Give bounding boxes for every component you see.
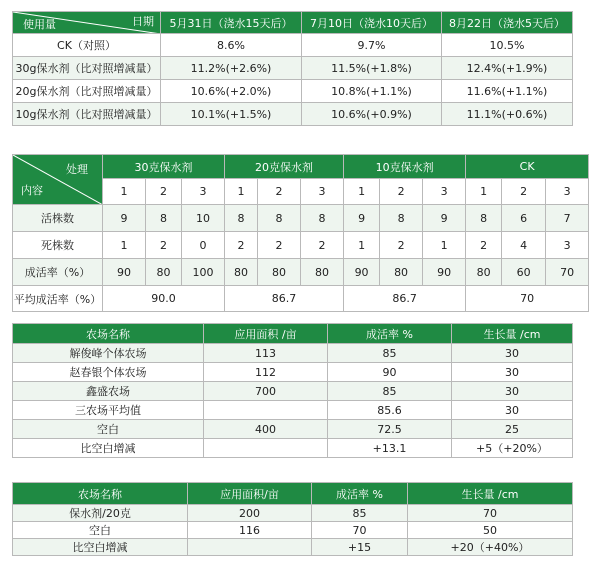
table-row — [13, 80, 573, 103]
cell: 112 — [204, 363, 328, 382]
table4-header: 生长量 /cm — [408, 483, 573, 505]
survival-rate-table — [12, 154, 589, 312]
cell: 9 — [423, 205, 466, 232]
group-header: 30克保水剂 — [103, 155, 225, 179]
sub-header: 1 — [103, 179, 146, 205]
cell: 70 — [546, 259, 589, 286]
cell: 90 — [423, 259, 466, 286]
cell: 116 — [188, 522, 312, 539]
cell: 30 — [452, 401, 573, 420]
cell: 85.6 — [328, 401, 452, 420]
table-row — [13, 205, 589, 232]
table-row — [13, 286, 589, 312]
cell: 11.2%(+2.6%) — [161, 57, 302, 80]
cell: 60 — [502, 259, 546, 286]
cell: 400 — [204, 420, 328, 439]
cell: 1 — [103, 232, 146, 259]
sub-header: 3 — [301, 179, 344, 205]
cell: 100 — [182, 259, 225, 286]
cell: 30 — [452, 382, 573, 401]
cell: 30 — [452, 363, 573, 382]
cell: 10.1%(+1.5%) — [161, 103, 302, 126]
sub-header: 1 — [225, 179, 258, 205]
cell: 1 — [423, 232, 466, 259]
cell — [204, 401, 328, 420]
sub-header: 3 — [546, 179, 589, 205]
cell: 90 — [328, 363, 452, 382]
cell: 0 — [182, 232, 225, 259]
cell — [204, 439, 328, 458]
cell: 2 — [225, 232, 258, 259]
row-label: 10g保水剂（比对照增减量） — [13, 103, 161, 126]
cell: 8 — [225, 205, 258, 232]
cell: 9.7% — [302, 34, 442, 57]
cell: 比空白增减 — [13, 439, 204, 458]
sub-header: 2 — [380, 179, 423, 205]
cell: 10.8%(+1.1%) — [302, 80, 442, 103]
row-label: 成活率（%） — [13, 259, 103, 286]
cell: 8 — [258, 205, 301, 232]
table1-corner-top: 日期 — [132, 15, 154, 28]
cell: 7 — [546, 205, 589, 232]
sub-header: 2 — [146, 179, 182, 205]
cell: 85 — [312, 505, 408, 522]
sub-header: 3 — [423, 179, 466, 205]
table1-header: 7月10日（浇水10天后） — [302, 12, 442, 34]
sub-header: 3 — [182, 179, 225, 205]
avg-cell: 86.7 — [344, 286, 466, 312]
cell: 80 — [380, 259, 423, 286]
cell: 10.6%(+0.9%) — [302, 103, 442, 126]
table2-corner-top: 处理 — [66, 163, 88, 176]
table-row — [13, 259, 589, 286]
cell: 10.5% — [442, 34, 573, 57]
cell: 1 — [344, 232, 380, 259]
table1-corner-bottom: 使用量 — [23, 18, 56, 31]
cell: 比空白增减 — [13, 539, 188, 556]
table2-corner-bottom: 内容 — [21, 184, 43, 197]
farm-comparison-table — [12, 323, 573, 458]
cell: +20（+40%） — [408, 539, 573, 556]
cell: 11.5%(+1.8%) — [302, 57, 442, 80]
avg-cell: 70 — [466, 286, 589, 312]
cell: +13.1 — [328, 439, 452, 458]
cell: 12.4%(+1.9%) — [442, 57, 573, 80]
table-row — [13, 363, 573, 382]
cell: 80 — [258, 259, 301, 286]
cell: 11.1%(+0.6%) — [442, 103, 573, 126]
sub-header: 2 — [258, 179, 301, 205]
table-row — [13, 232, 589, 259]
cell: 8 — [466, 205, 502, 232]
table-row — [13, 439, 573, 458]
cell: 保水剂/20克 — [13, 505, 188, 522]
cell: 80 — [146, 259, 182, 286]
cell: 空白 — [13, 420, 204, 439]
avg-cell: 90.0 — [103, 286, 225, 312]
cell: 解俊峰个体农场 — [13, 344, 204, 363]
cell: 4 — [502, 232, 546, 259]
group-header: CK — [466, 155, 589, 179]
table-row — [13, 539, 573, 556]
table-row — [13, 420, 573, 439]
table3-header: 农场名称 — [13, 324, 204, 344]
cell: +15 — [312, 539, 408, 556]
cell: 2 — [380, 232, 423, 259]
cell: 70 — [408, 505, 573, 522]
group-header: 20克保水剂 — [225, 155, 344, 179]
cell: 2 — [301, 232, 344, 259]
table1-corner-header — [13, 12, 161, 34]
cell: 85 — [328, 382, 452, 401]
cell: 8 — [146, 205, 182, 232]
table-row — [13, 522, 573, 539]
cell: 200 — [188, 505, 312, 522]
cell: 70 — [312, 522, 408, 539]
cell: 11.6%(+1.1%) — [442, 80, 573, 103]
cell: 10 — [182, 205, 225, 232]
cell: 鑫盛农场 — [13, 382, 204, 401]
cell: 700 — [204, 382, 328, 401]
cell: 9 — [344, 205, 380, 232]
cell: 6 — [502, 205, 546, 232]
cell: 2 — [146, 232, 182, 259]
cell: 85 — [328, 344, 452, 363]
cell: 80 — [225, 259, 258, 286]
table-row — [13, 103, 573, 126]
cell: +5（+20%） — [452, 439, 573, 458]
table-row — [13, 34, 573, 57]
sub-header: 1 — [466, 179, 502, 205]
cell: 3 — [546, 232, 589, 259]
table-row — [13, 401, 573, 420]
row-label: 20g保水剂（比对照增减量） — [13, 80, 161, 103]
sub-header: 2 — [502, 179, 546, 205]
cell: 113 — [204, 344, 328, 363]
cell: 8.6% — [161, 34, 302, 57]
table-row — [13, 57, 573, 80]
cell: 90 — [103, 259, 146, 286]
cell: 2 — [466, 232, 502, 259]
table4-header: 农场名称 — [13, 483, 188, 505]
table2-corner-header — [13, 155, 103, 205]
table-row — [13, 505, 573, 522]
row-label: 平均成活率（%） — [13, 286, 103, 312]
table3-header: 生长量 /cm — [452, 324, 573, 344]
table1-header: 8月22日（浇水5天后） — [442, 12, 573, 34]
table1-header: 5月31日（浇水15天后） — [161, 12, 302, 34]
cell: 90 — [344, 259, 380, 286]
cell: 80 — [466, 259, 502, 286]
cell: 2 — [258, 232, 301, 259]
table4-header: 应用面积/亩 — [188, 483, 312, 505]
table4-header: 成活率 % — [312, 483, 408, 505]
cell: 80 — [301, 259, 344, 286]
cell: 赵春银个体农场 — [13, 363, 204, 382]
group-header: 10克保水剂 — [344, 155, 466, 179]
cell: 30 — [452, 344, 573, 363]
table-row — [13, 382, 573, 401]
avg-cell: 86.7 — [225, 286, 344, 312]
cell — [188, 539, 312, 556]
table3-header: 成活率 % — [328, 324, 452, 344]
cell: 8 — [301, 205, 344, 232]
soil-moisture-table — [12, 11, 573, 126]
cell: 10.6%(+2.0%) — [161, 80, 302, 103]
cell: 72.5 — [328, 420, 452, 439]
sub-header: 1 — [344, 179, 380, 205]
row-label: 死株数 — [13, 232, 103, 259]
row-label: 30g保水剂（比对照增减量） — [13, 57, 161, 80]
cell: 三农场平均值 — [13, 401, 204, 420]
cell: 空白 — [13, 522, 188, 539]
row-label: 活株数 — [13, 205, 103, 232]
blank-comparison-table — [12, 482, 573, 556]
cell: 8 — [380, 205, 423, 232]
cell: 25 — [452, 420, 573, 439]
cell: 50 — [408, 522, 573, 539]
table-row — [13, 344, 573, 363]
table3-header: 应用面积 /亩 — [204, 324, 328, 344]
cell: 9 — [103, 205, 146, 232]
row-label: CK（对照） — [13, 34, 161, 57]
